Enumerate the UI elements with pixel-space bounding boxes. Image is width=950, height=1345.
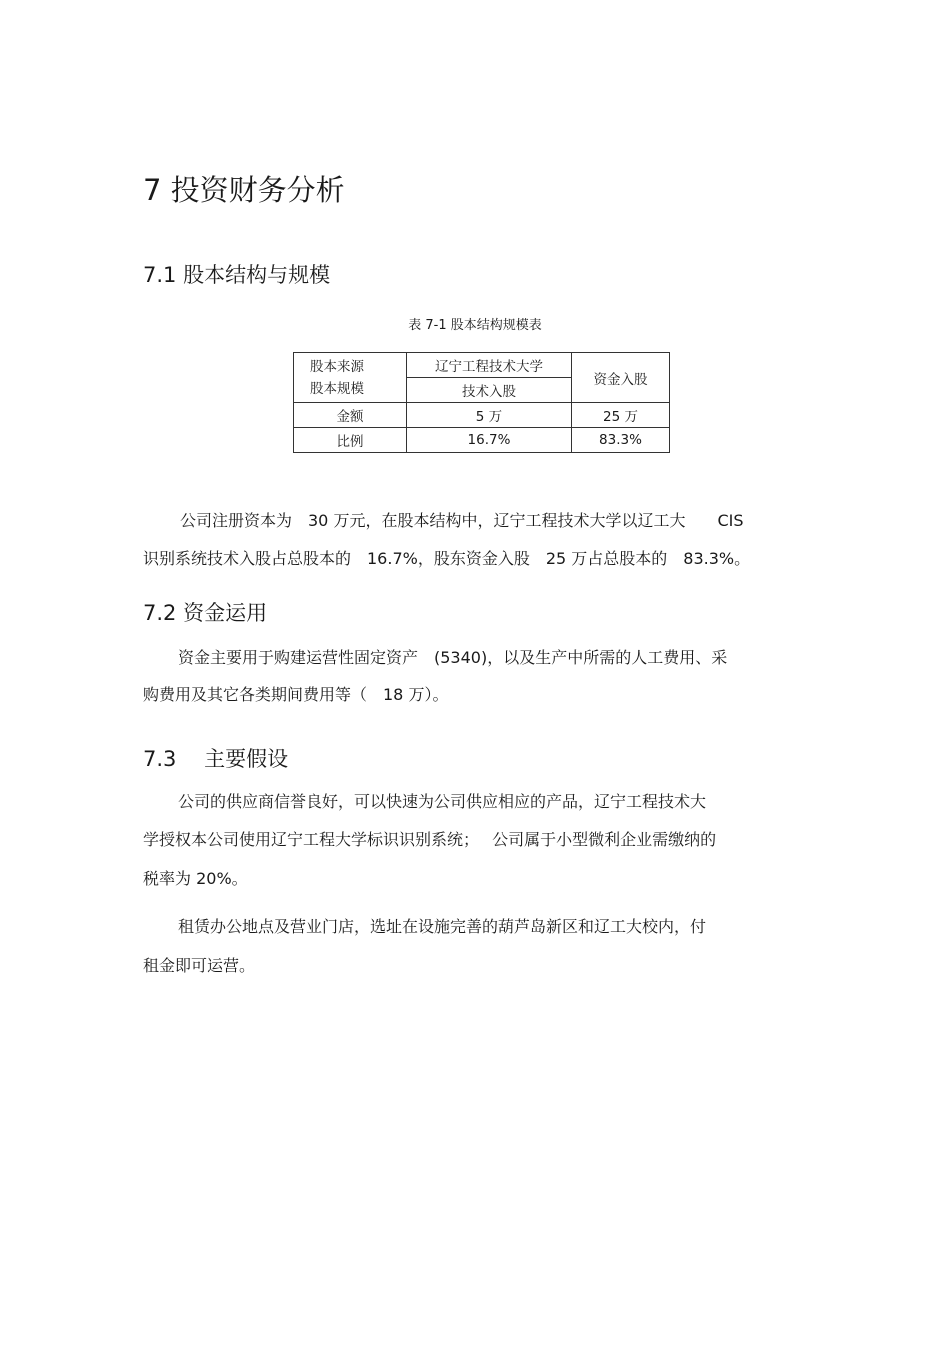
paragraph-line: 租金即可运营。 [143,956,256,975]
row-label: 比例 [294,428,407,453]
cell-cash-share: 83.3% [572,428,670,453]
corner-header-bottom: 股本规模 [310,380,364,397]
paragraph-line: 识别系统技术入股占总股本的 16.7%，股东资金入股 25 万占总股本的 83.3%。 [143,549,751,568]
paragraph-line: 购费用及其它各类期间费用等（ 18 万）。 [143,685,449,704]
paragraph-line: 税率为 20%。 [143,869,248,888]
cell-tech-share: 16.7% [407,428,572,453]
paragraph-line: 学授权本公司使用辽宁工程大学标识识别系统； 公司属于小型微利企业需缴纳的 [143,830,717,849]
equity-structure-table [293,352,670,453]
table-caption: 表 7-1 股本结构规模表 [408,318,542,333]
paragraph-line: 公司注册资本为 30 万元，在股本结构中，辽宁工程技术大学以辽工大 CIS [180,511,744,530]
table-corner-header [294,353,407,403]
col2-header-line1: 辽宁工程技术大学 [407,353,572,378]
paragraph-line: 资金主要用于购建运营性固定资产 (5340)，以及生产中所需的人工费用、采 [178,648,728,667]
table-row [294,428,670,453]
cell-cash-share: 25 万 [572,403,670,428]
section-title: 7 投资财务分析 [143,173,345,207]
table-row [294,403,670,428]
cell-tech-share: 5 万 [407,403,572,428]
col3-header: 资金入股 [572,353,670,403]
paragraph-line: 租赁办公地点及营业门店，选址在设施完善的葫芦岛新区和辽工大校内，付 [178,917,707,936]
corner-header-top: 股本来源 [310,358,364,375]
col2-header-line2: 技术入股 [407,378,572,403]
subsection-title-7-3: 7.3 主要假设 [143,747,289,771]
paragraph-line: 公司的供应商信誉良好，可以快速为公司供应相应的产品，辽宁工程技术大 [178,792,707,811]
row-label: 金额 [294,403,407,428]
subsection-title-7-2: 7.2 资金运用 [143,601,268,625]
subsection-title-7-1: 7.1 股本结构与规模 [143,263,331,287]
